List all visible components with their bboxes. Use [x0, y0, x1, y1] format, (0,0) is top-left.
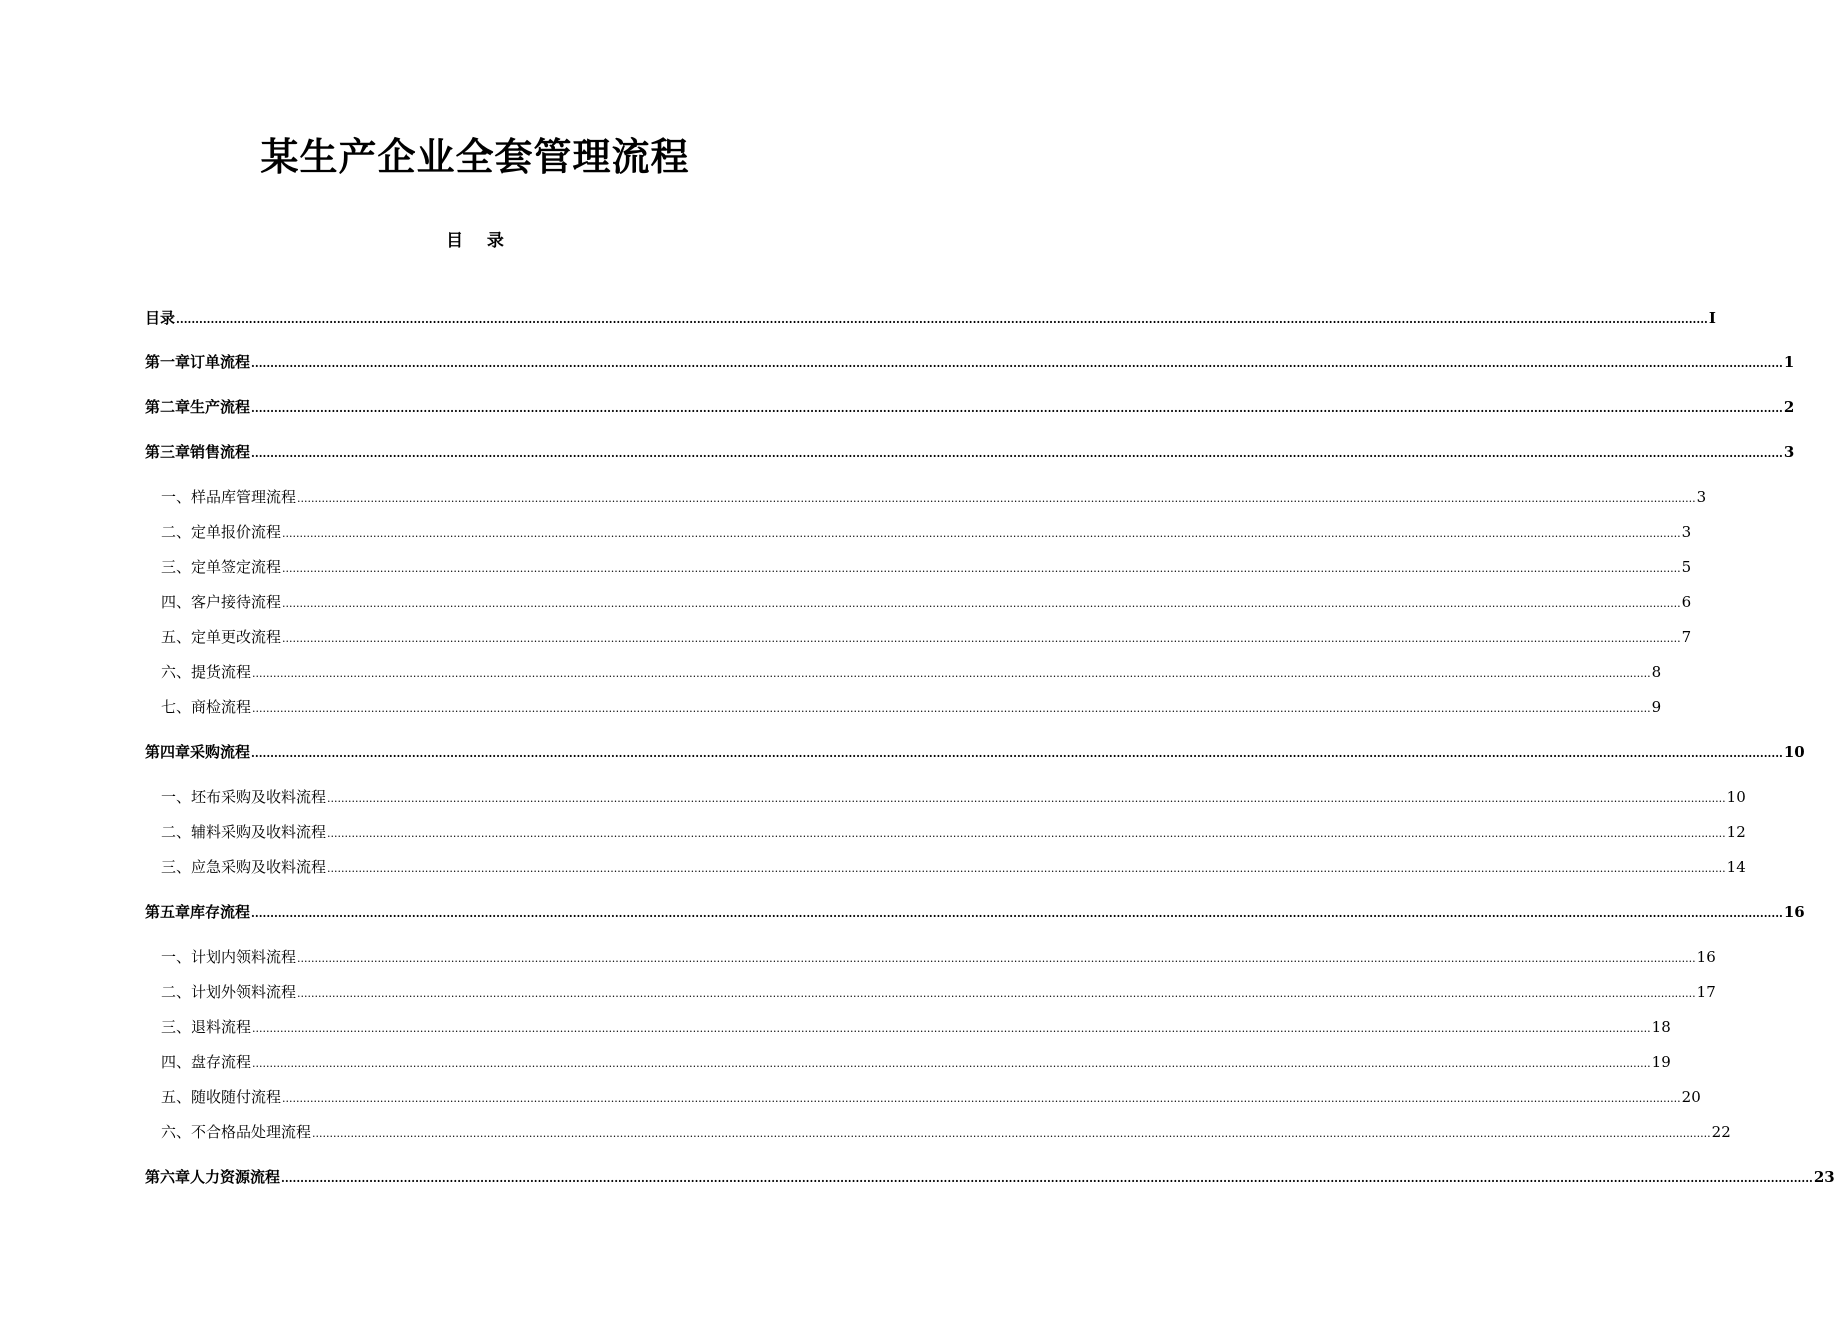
toc-leader-dots: ................................................................................................................................................................................................................................................................................................................................................................................................................ [252, 1022, 1651, 1035]
toc-entry-page: 22 [1711, 1123, 1731, 1141]
toc-leader-dots: ................................................................................................................................................................................................................................................................................................................................................................................................................ [281, 1172, 1813, 1185]
toc-entry-label: 计划内领料流程 [191, 948, 297, 966]
toc-entry-number: 一、 [161, 788, 192, 806]
toc-entry[interactable] [161, 946, 1716, 968]
toc-leader-dots: ................................................................................................................................................................................................................................................................................................................................................................................................................ [251, 357, 1783, 370]
toc-leader-dots: ................................................................................................................................................................................................................................................................................................................................................................................................................ [252, 702, 1651, 715]
toc-entry-page: 16 [1783, 903, 1805, 921]
toc-entry[interactable] [161, 981, 1716, 1003]
toc-entry[interactable] [145, 307, 1716, 329]
toc-entry-label: 盘存流程 [191, 1053, 252, 1071]
toc-entry-label: 定单更改流程 [191, 628, 282, 646]
toc-entry-number: 第三章 [145, 443, 191, 461]
toc-leader-dots: ................................................................................................................................................................................................................................................................................................................................................................................................................ [282, 1092, 1681, 1105]
toc-entry-label: 商检流程 [191, 698, 252, 716]
toc-entry[interactable] [161, 856, 1746, 878]
toc-entry-page: 10 [1783, 743, 1805, 761]
toc-entry-page: 1 [1783, 353, 1795, 371]
toc-entry-label: 计划外领料流程 [191, 983, 297, 1001]
toc-entry[interactable] [161, 821, 1746, 843]
toc-entry[interactable] [161, 1121, 1731, 1143]
toc-leader-dots: ................................................................................................................................................................................................................................................................................................................................................................................................................ [327, 862, 1726, 875]
toc-entry[interactable] [161, 626, 1692, 648]
toc-entry-number: 六、 [161, 663, 192, 681]
toc-entry-page: 3 [1696, 488, 1707, 506]
document-title: 某生产企业全套管理流程 [260, 135, 690, 179]
toc-entry-label: 辅料采购及收料流程 [191, 823, 327, 841]
toc-entry-page: 19 [1651, 1053, 1671, 1071]
toc-entry-page: 3 [1783, 443, 1795, 461]
toc-leader-dots: ................................................................................................................................................................................................................................................................................................................................................................................................................ [252, 667, 1651, 680]
toc-entry-number: 二、 [161, 823, 192, 841]
toc-entry[interactable] [161, 786, 1746, 808]
toc-entry-page: 17 [1696, 983, 1716, 1001]
toc-entry-label: 定单报价流程 [191, 523, 282, 541]
toc-entry-page: 12 [1726, 823, 1746, 841]
toc-entry[interactable] [161, 1086, 1701, 1108]
toc-entry-label: 提货流程 [191, 663, 252, 681]
toc-leader-dots: ................................................................................................................................................................................................................................................................................................................................................................................................................ [297, 492, 1696, 505]
toc-leader-dots: ................................................................................................................................................................................................................................................................................................................................................................................................................ [251, 907, 1783, 920]
toc-entry-page: 5 [1681, 558, 1692, 576]
toc-entry-number: 第六章 [145, 1168, 191, 1186]
toc-entry-page: 10 [1726, 788, 1746, 806]
toc-entry-label: 生产流程 [190, 398, 251, 416]
toc-entry-page: I [1708, 309, 1716, 327]
toc-leader-dots: ................................................................................................................................................................................................................................................................................................................................................................................................................ [251, 402, 1783, 415]
toc-entry[interactable] [161, 521, 1692, 543]
toc-leader-dots: ................................................................................................................................................................................................................................................................................................................................................................................................................ [282, 562, 1681, 575]
toc-leader-dots: ................................................................................................................................................................................................................................................................................................................................................................................................................ [327, 792, 1726, 805]
toc-heading: 目 录 [446, 231, 504, 251]
toc-leader-dots: ................................................................................................................................................................................................................................................................................................................................................................................................................ [327, 827, 1726, 840]
toc-entry-number: 第五章 [145, 903, 191, 921]
toc-entry-page: 18 [1651, 1018, 1671, 1036]
toc-entry[interactable] [161, 556, 1692, 578]
toc-entry-label: 销售流程 [190, 443, 251, 461]
toc-entry-label: 随收随付流程 [191, 1088, 282, 1106]
toc-entry-page: 9 [1651, 698, 1662, 716]
toc-entry[interactable] [161, 661, 1662, 683]
toc-entry-page: 14 [1726, 858, 1746, 876]
toc-entry-number: 一、 [161, 488, 192, 506]
toc-leader-dots: ................................................................................................................................................................................................................................................................................................................................................................................................................ [251, 747, 1783, 760]
toc-entry[interactable] [145, 441, 1795, 463]
toc-leader-dots: ................................................................................................................................................................................................................................................................................................................................................................................................................ [176, 313, 1708, 326]
toc-entry-number: 四、 [161, 593, 192, 611]
toc-entry[interactable] [161, 486, 1707, 508]
toc-entry-number: 七、 [161, 698, 192, 716]
toc-entry-page: 2 [1783, 398, 1795, 416]
toc-entry-label: 坯布采购及收料流程 [191, 788, 327, 806]
toc-entry[interactable] [161, 696, 1662, 718]
toc-entry-label: 采购流程 [190, 743, 251, 761]
toc-entry[interactable] [161, 1016, 1671, 1038]
toc-leader-dots: ................................................................................................................................................................................................................................................................................................................................................................................................................ [312, 1127, 1711, 1140]
toc-entry-label: 退料流程 [191, 1018, 252, 1036]
toc-entry-page: 16 [1696, 948, 1716, 966]
toc-entry-number: 三、 [161, 558, 192, 576]
toc-entry[interactable] [145, 351, 1795, 373]
toc-leader-dots: ................................................................................................................................................................................................................................................................................................................................................................................................................ [297, 952, 1696, 965]
toc-leader-dots: ................................................................................................................................................................................................................................................................................................................................................................................................................ [282, 632, 1681, 645]
toc-entry-label: 应急采购及收料流程 [191, 858, 327, 876]
toc-entry-label: 客户接待流程 [191, 593, 282, 611]
toc-entry[interactable] [161, 1051, 1671, 1073]
toc-entry-number: 三、 [161, 858, 192, 876]
toc-entry[interactable] [161, 591, 1692, 613]
toc-entry-label: 不合格品处理流程 [191, 1123, 312, 1141]
toc-entry[interactable] [145, 901, 1805, 923]
toc-entry[interactable] [145, 396, 1795, 418]
toc-entry-page: 20 [1681, 1088, 1701, 1106]
toc-entry-label: 样品库管理流程 [191, 488, 297, 506]
toc-entry-number: 第一章 [145, 353, 191, 371]
toc-entry-number: 五、 [161, 628, 192, 646]
toc-leader-dots: ................................................................................................................................................................................................................................................................................................................................................................................................................ [297, 987, 1696, 1000]
toc-entry-label: 库存流程 [190, 903, 251, 921]
toc-entry-number: 五、 [161, 1088, 192, 1106]
toc-entry-number: 二、 [161, 983, 192, 1001]
toc-leader-dots: ................................................................................................................................................................................................................................................................................................................................................................................................................ [252, 1057, 1651, 1070]
toc-entry[interactable] [145, 741, 1805, 763]
toc-entry-page: 23 [1813, 1168, 1835, 1186]
toc-entry-label: 人力资源流程 [190, 1168, 281, 1186]
toc-entry-number: 四、 [161, 1053, 192, 1071]
toc-entry-label: 订单流程 [190, 353, 251, 371]
toc-entry[interactable] [145, 1166, 1835, 1188]
toc-entry-number: 三、 [161, 1018, 192, 1036]
toc-entry-label: 定单签定流程 [191, 558, 282, 576]
toc-entry-number: 目 [145, 309, 161, 327]
toc-entry-label: 录 [160, 309, 176, 327]
toc-entry-number: 一、 [161, 948, 192, 966]
toc-entry-number: 六、 [161, 1123, 192, 1141]
toc-entry-number: 第四章 [145, 743, 191, 761]
toc-leader-dots: ................................................................................................................................................................................................................................................................................................................................................................................................................ [282, 527, 1681, 540]
toc-entry-page: 8 [1651, 663, 1662, 681]
toc-entry-number: 第二章 [145, 398, 191, 416]
toc-entry-page: 6 [1681, 593, 1692, 611]
toc-entry-page: 7 [1681, 628, 1692, 646]
toc-entry-page: 3 [1681, 523, 1692, 541]
toc-leader-dots: ................................................................................................................................................................................................................................................................................................................................................................................................................ [282, 597, 1681, 610]
toc-leader-dots: ................................................................................................................................................................................................................................................................................................................................................................................................................ [251, 447, 1783, 460]
toc-entry-number: 二、 [161, 523, 192, 541]
